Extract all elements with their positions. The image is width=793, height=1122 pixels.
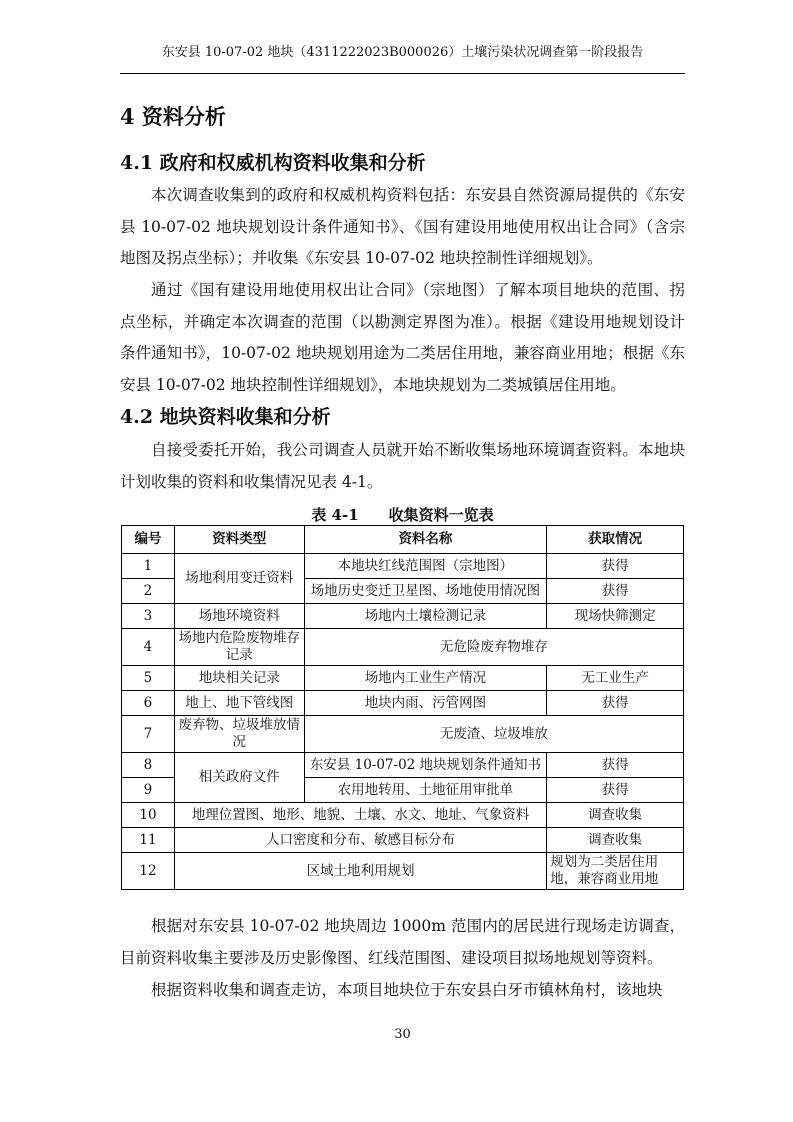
cell-status: 获得 xyxy=(547,778,684,803)
cell-no: 12 xyxy=(122,853,175,890)
paragraph-5: 根据资料收集和调查走访，本项目地块位于东安县白牙市镇林角村，该地块 xyxy=(151,981,663,999)
cell-status: 获得 xyxy=(547,579,684,604)
cell-merged: 人口密度和分布、敏感目标分布 xyxy=(174,828,546,853)
cell-status: 调查收集 xyxy=(547,828,684,853)
cell-no: 8 xyxy=(122,753,175,778)
header-name: 资料名称 xyxy=(304,526,547,554)
cell-type: 相关政府文件 xyxy=(174,753,304,803)
paragraph-2: 通过《国有建设用地使用权出让合同》（宗地图）了解本项目地块的范围、拐点坐标，并确定本次调查的范围（以勘测定界图为准）。根据《建设用地规划设计条件通知书》，10-07-02 地块规划用途为二类居住用地，兼容商业用地；根据《东安县 10-07-02 地块控制性详细规划》，本地块规划为二类城镇居住用地。 xyxy=(120,281,685,394)
table-header-row xyxy=(122,526,684,554)
header-status: 获取情况 xyxy=(547,526,684,554)
cell-no: 4 xyxy=(122,629,175,666)
cell-status: 获得 xyxy=(547,554,684,579)
cell-merged: 区域土地利用规划 xyxy=(174,853,546,890)
header-rule xyxy=(120,73,685,74)
cell-no: 11 xyxy=(122,828,175,853)
header-type: 资料类型 xyxy=(174,526,304,554)
data-table xyxy=(121,525,684,890)
cell-no: 1 xyxy=(122,554,175,579)
cell-type: 场地利用变迁资料 xyxy=(174,554,304,604)
cell-name: 场地内土壤检测记录 xyxy=(304,604,547,629)
cell-no: 7 xyxy=(122,716,175,753)
cell-no: 9 xyxy=(122,778,175,803)
paragraph-3: 自接受委托开始，我公司调查人员就开始不断收集场地环境调查资料。本地块计划收集的资料和收集情况见表 4-1。 xyxy=(120,441,685,491)
cell-type: 废弃物、垃圾堆放情况 xyxy=(174,716,304,753)
cell-name: 东安县 10-07-02 地块规划条件通知书 xyxy=(304,753,547,778)
header-no: 编号 xyxy=(122,526,175,554)
cell-status: 无工业生产 xyxy=(547,666,684,691)
cell-merged: 地理位置图、地形、地貌、土壤、水文、地址、气象资料 xyxy=(174,803,546,828)
table-row xyxy=(122,853,684,890)
table-row xyxy=(122,691,684,716)
table-row xyxy=(122,629,684,666)
cell-name: 地块内雨、污管网图 xyxy=(304,691,547,716)
table-row xyxy=(122,716,684,753)
paragraph-4: 根据对东安县 10-07-02 地块周边 1000m 范围内的居民进行现场走访调查，目前资料收集主要涉及历史影像图、红线范围图、建设项目拟场地规划等资料。 xyxy=(120,917,685,967)
cell-type: 场地内危险废物堆存记录 xyxy=(174,629,304,666)
cell-name: 本地块红线范围图（宗地图） xyxy=(304,554,547,579)
cell-status: 获得 xyxy=(547,753,684,778)
subsection-heading-4-2: 4.2 地块资料收集和分析 xyxy=(120,406,331,428)
page-header: 东安县 10-07-02 地块（4311222023B000026）土壤污染状况调查第一阶段报告 xyxy=(161,45,644,60)
cell-no: 5 xyxy=(122,666,175,691)
page-number: 30 xyxy=(394,1027,411,1042)
cell-no: 3 xyxy=(122,604,175,629)
cell-merged: 无废渣、垃圾堆放 xyxy=(304,716,683,753)
cell-status: 获得 xyxy=(547,691,684,716)
cell-type: 场地环境资料 xyxy=(174,604,304,629)
cell-name: 农用地转用、土地征用审批单 xyxy=(304,778,547,803)
cell-no: 2 xyxy=(122,579,175,604)
table-caption: 表 4-1 收集资料一览表 xyxy=(311,506,494,524)
cell-no: 6 xyxy=(122,691,175,716)
cell-no: 10 xyxy=(122,803,175,828)
cell-status: 现场快筛测定 xyxy=(547,604,684,629)
paragraph-1: 本次调查收集到的政府和权威机构资料包括：东安县自然资源局提供的《东安县 10-07-02 地块规划设计条件通知书》、《国有建设用地使用权出让合同》（含宗地图及拐点坐标）；并收集《东安县 10-07-02 地块控制性详细规划》。 xyxy=(120,186,685,267)
section-heading: 4 资料分析 xyxy=(120,104,226,129)
table-row xyxy=(122,753,684,778)
cell-status: 规划为二类居住用地，兼容商业用地 xyxy=(547,853,684,890)
subsection-heading-4-1: 4.1 政府和权威机构资料收集和分析 xyxy=(120,152,426,174)
cell-type: 地上、地下管线图 xyxy=(174,691,304,716)
cell-name: 场地历史变迁卫星图、场地使用情况图 xyxy=(304,579,547,604)
table-row xyxy=(122,666,684,691)
cell-name: 场地内工业生产情况 xyxy=(304,666,547,691)
table-row xyxy=(122,554,684,579)
cell-status: 调查收集 xyxy=(547,803,684,828)
table-row xyxy=(122,604,684,629)
table-row xyxy=(122,828,684,853)
table-row xyxy=(122,803,684,828)
cell-type: 地块相关记录 xyxy=(174,666,304,691)
cell-merged: 无危险废弃物堆存 xyxy=(304,629,683,666)
